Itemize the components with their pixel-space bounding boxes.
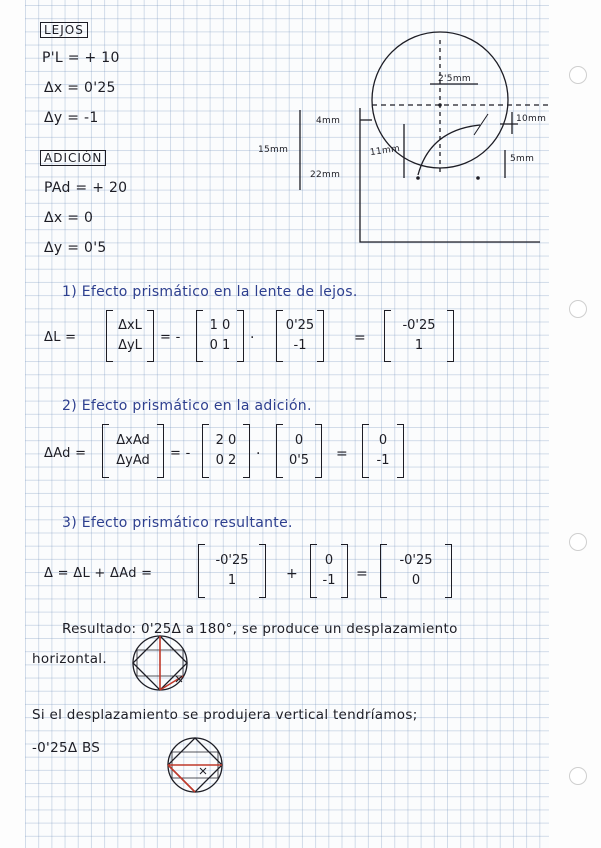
step1-matrix: 1 0 0 1 xyxy=(196,310,244,362)
dim-10-label: 10mm xyxy=(516,114,547,124)
step2-matrix: 2 0 0 2 xyxy=(202,424,250,478)
step3-plus: + xyxy=(286,566,299,582)
adicion-dy: Δy = 0'5 xyxy=(44,240,107,256)
step1-heading: 1) Efecto prismático en la lente de lejos. xyxy=(62,284,358,300)
lejos-dy: Δy = -1 xyxy=(44,110,99,126)
dim-5-label: 5mm xyxy=(510,154,535,164)
vertical-line-1: Si el desplazamiento se produjera vertical tendríamos; xyxy=(32,707,418,723)
step2-values: 0 0'5 xyxy=(276,424,322,478)
step1-values: 0'25 -1 xyxy=(276,310,324,362)
step3-vector-a: -0'25 1 xyxy=(198,544,266,598)
step1-dot: · xyxy=(250,330,255,346)
lejos-power: P'L = + 10 xyxy=(42,50,120,66)
step3-eq: = xyxy=(356,566,369,582)
step2-eq: = xyxy=(336,446,349,462)
step2-result: 0 -1 xyxy=(362,424,404,478)
step1-result: -0'25 1 xyxy=(384,310,454,362)
step3-vector-b: 0 -1 xyxy=(310,544,348,598)
step2-dot: · xyxy=(256,446,261,462)
step3-heading: 3) Efecto prismático resultante. xyxy=(62,515,293,531)
step2-heading: 2) Efecto prismático en la adición. xyxy=(62,398,312,414)
step3-result: -0'25 0 xyxy=(380,544,452,598)
step1-lhs: ΔL = xyxy=(44,330,77,345)
step3-lhs: Δ = ΔL + ΔAd = xyxy=(44,566,153,581)
vertical-prism-sketch xyxy=(168,738,222,792)
lejos-dx: Δx = 0'25 xyxy=(44,80,116,96)
step1-neg: = - xyxy=(160,330,181,345)
step1-eq: = xyxy=(354,330,367,346)
result-line-2: horizontal. xyxy=(32,651,107,667)
step1-vector: ΔxL ΔyL xyxy=(106,310,154,362)
dim-15-label: 15mm xyxy=(258,145,289,155)
dim-11-label: 11mm xyxy=(369,143,401,159)
step2-neg: = - xyxy=(170,446,191,461)
step2-lhs: ΔAd = xyxy=(44,446,87,461)
dim-2-5-label: 2'5mm xyxy=(438,74,471,84)
adicion-dx: Δx = 0 xyxy=(44,210,94,226)
step2-vector: ΔxAd ΔyAd xyxy=(102,424,164,478)
adicion-power: PAd = + 20 xyxy=(44,180,128,196)
adicion-heading: ADICIÓN xyxy=(40,150,106,166)
dim-4-label: 4mm xyxy=(316,116,341,126)
result-line-1: Resultado: 0'25Δ a 180°, se produce un desplazamiento xyxy=(62,621,458,637)
horizontal-prism-sketch xyxy=(133,636,187,690)
lejos-heading: LEJOS xyxy=(40,22,88,38)
vertical-line-2: -0'25Δ BS xyxy=(32,740,101,756)
dim-22-label: 22mm xyxy=(310,170,341,180)
